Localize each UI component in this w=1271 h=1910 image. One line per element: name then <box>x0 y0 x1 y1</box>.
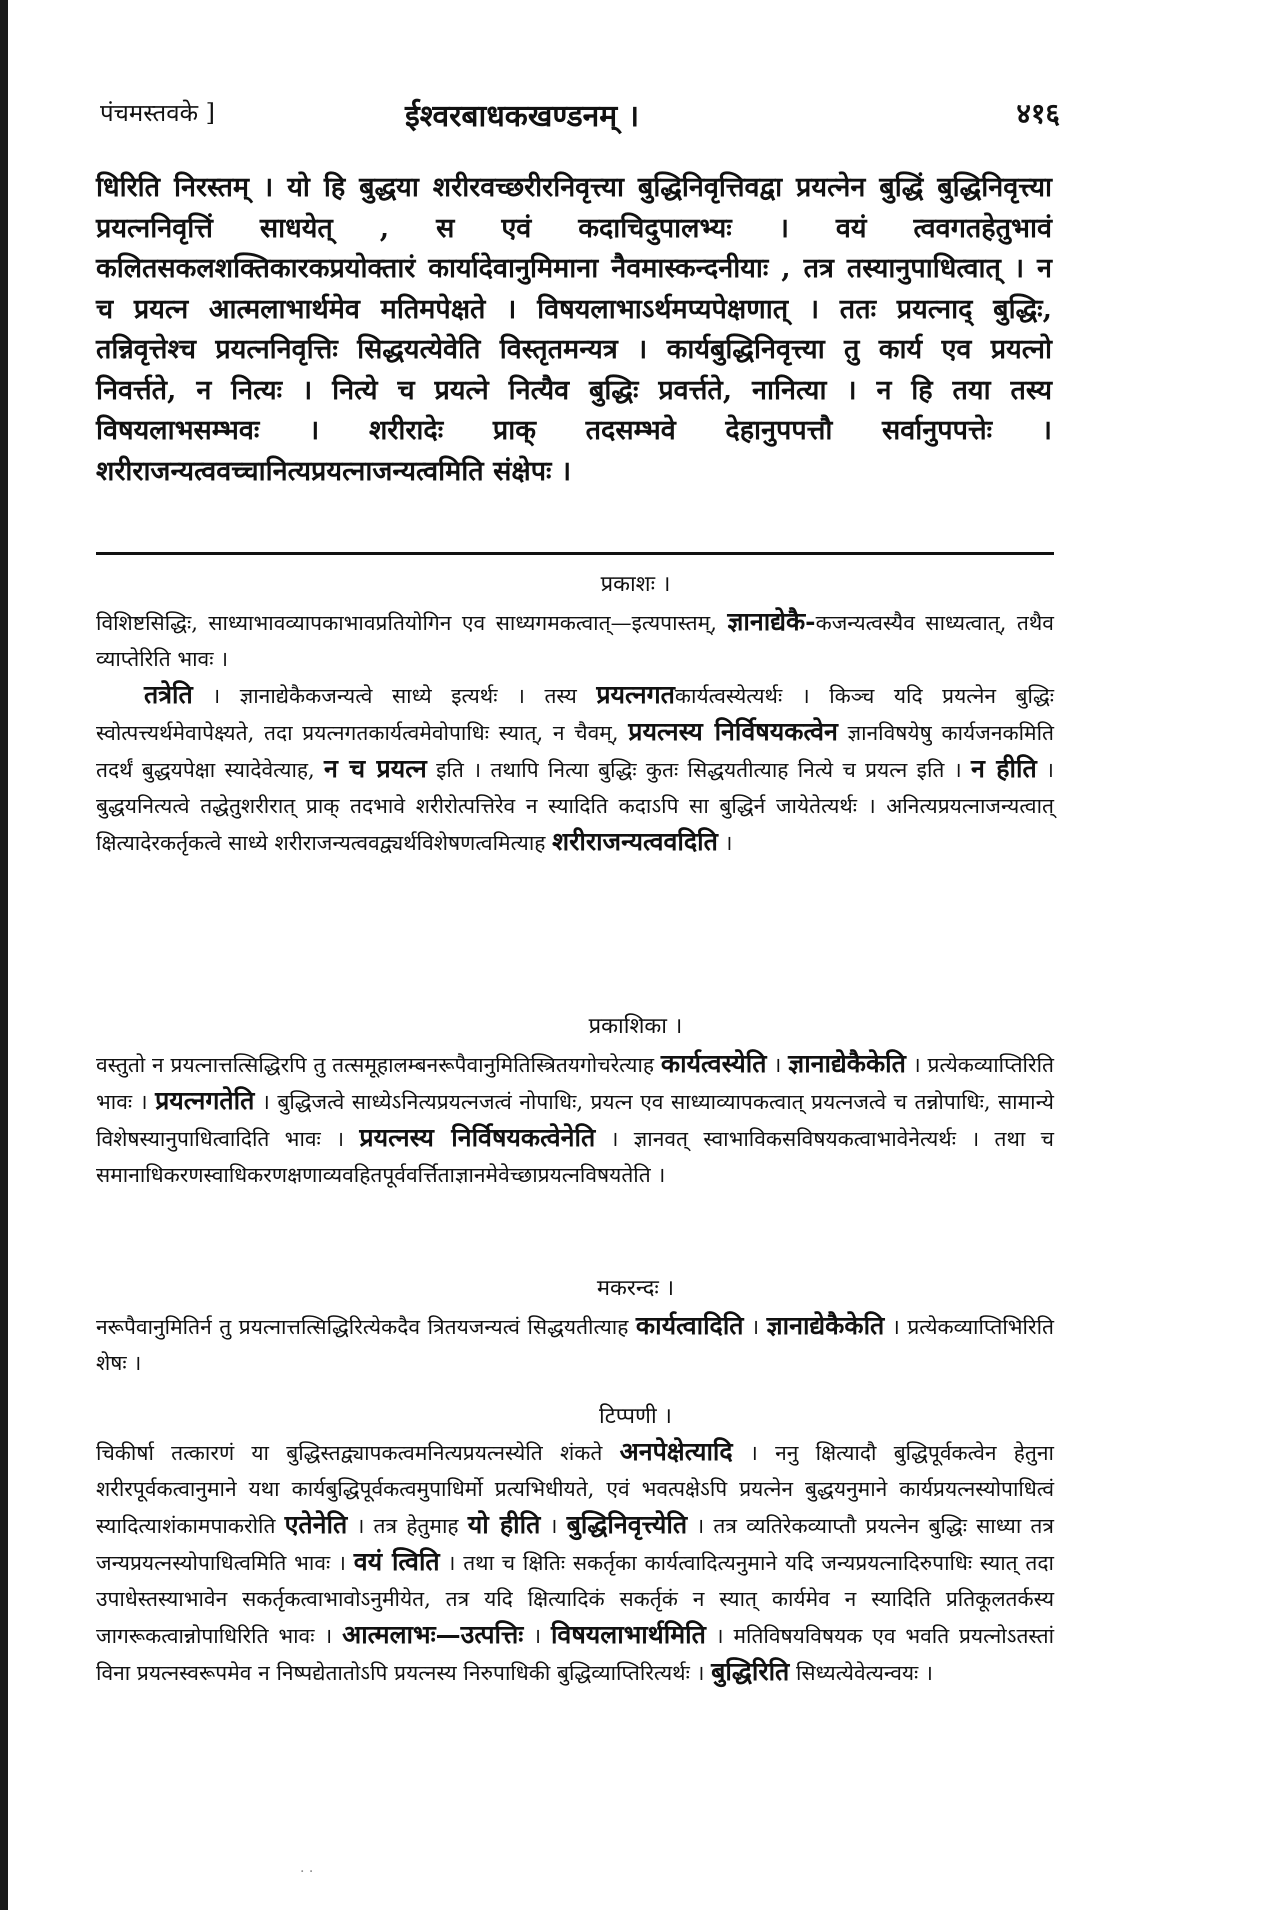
prakasha-paragraph-2 <box>96 677 1054 861</box>
page-number: ४१६ <box>1016 97 1060 130</box>
tippani-title: टिप्पणी । <box>599 1404 672 1429</box>
bold-term: यो हीति <box>467 1510 541 1539</box>
text-run: । <box>743 1315 767 1339</box>
bold-term: प्रयत्नगतेति <box>155 1086 255 1115</box>
main-verse-text: धिरिति निरस्तम् । यो हि बुद्धया शरीरवच्छरीरनिवृत्त्या बुद्धिनिवृत्तिवद्वा प्रयत्नेन बुद्धिं बुद्धिनिवृत्त्या प्रयत्ननिवृत्तिं साधयेत् , स एवं कदाचिदुपालभ्यः । वयं त्ववगतहेतुभावं कलितसकलशक्तिकारकप्रयोक्तारं कार्यादेवानुमिमाना नैवमास्कन्दनीयाः , तत्र तस्यानुपाधित्वात् । न च प्रयत्न आत्मलाभार्थमेव मतिमपेक्षते । विषयलाभाऽर्थमप्यपेक्षणात् । ततः प्रयत्नाद् बुद्धिः, तन्निवृत्तेश्च प्रयत्ननिवृत्तिः सिद्धयत्येवेति विस्तृतमन्यत्र । कार्यबुद्धिनिवृत्त्या तु कार्य एव प्रयत्नो निवर्त्तते, न नित्यः । नित्ये च प्रयत्ने नित्यैव बुद्धिः प्रवर्त्तते, नानित्या । न हि तया तस्य विषयलाभसम्भवः । शरीरादेः प्राक् तदसम्भवे देहानुपपत्तौ सर्वानुपपत्तेः । शरीराजन्यत्ववच्चानित्यप्रयत्नाजन्यत्वमिति संक्षेपः । <box>96 172 1052 487</box>
header-chapter: पंचमस्तवके ] <box>100 99 216 127</box>
text-run: कजन्यत्वस्यैव साध्यत्वात्, तथैव व्याप्तेरिति भावः । <box>96 611 1054 671</box>
text-run: । मतिविषयविषयक एव भवति प्रयत्नोऽतस्तां विना प्रयत्नस्वरूपमेव न निष्पद्येतातोऽपि प्रयत्नस्य निरुपाधिकी बुद्धिव्याप्तिरित्यर्थः । <box>96 1624 1055 1685</box>
text-run: विशिष्टसिद्धिः, साध्याभावव्यापकाभावप्रतियोगिन एव साध्यगमकत्वात्—इत्यपास्तम्, <box>96 611 728 635</box>
text-run: । <box>766 1053 789 1077</box>
bold-term: ज्ञानाद्येकैकेति <box>788 1049 906 1078</box>
text-run: । बुद्धयनित्यत्वे तद्धेतुशरीरात् प्राक् तदभावे शरीरोत्पत्तिरेव न स्यादिति कदाऽपि सा बुद्धिर्न जायेतेत्यर्थः । अनित्यप्रयत्नाजन्यत्वात् क्षित्यादेरकर्तृकत्वे साध्ये शरीराजन्यत्ववद्व्यर्थविशेषणत्वमित्याह <box>96 758 1055 855</box>
bold-term: बुद्धिरिति <box>711 1657 790 1686</box>
makaranda-commentary <box>96 1308 1054 1381</box>
text-run: । बुद्धिजत्वे साध्येऽनित्यप्रयत्नजत्वं नोपाधिः, प्रयत्न एव साध्याव्यापकत्वात् प्रयत्नजत्वे च तन्नोपाधिः, सामान्ये विशेषस्यानुपाधित्वादिति भावः । <box>96 1090 1054 1151</box>
text-run: । प्रत्येकव्याप्तिरिति भावः । <box>96 1053 1054 1114</box>
prakashika-title: प्रकाशिका । <box>588 1014 683 1039</box>
text-run: । ननु क्षित्यादौ बुद्धिपूर्वकत्वेन हेतुना शरीरपूर्वकत्वानुमाने यथा कार्यबुद्धिपूर्वकत्वमुपाधिर्मो प्रत्यभिधीयते, एवं भवत्पक्षेऽपि प्रयत्नेन बुद्धयनुमाने कार्यप्रयत्नस्योपाधित्वं स्यादित्याशंकामपाकरोति <box>96 1441 1054 1538</box>
text-run: नरूपैवानुमितिर्न तु प्रयत्नात्तत्सिद्धिरित्येकदैव त्रितयजन्यत्वं सिद्धयतीत्याह <box>96 1315 636 1339</box>
text-run: वस्तुतो न प्रयत्नात्तत्सिद्धिरपि तु तत्समूहालम्बनरूपैवानुमितिस्त्रितयगोचरेत्याह <box>96 1053 661 1077</box>
bold-term: प्रयत्नगत <box>596 680 675 709</box>
text-run: । ज्ञानवत् स्वाभाविकसविषयकत्वाभावेनेत्यर्थः । तथा च समानाधिकरणस्वाधिकरणक्षणाव्यवहितपूर्ववर्त्तिताज्ञानमेवेच्छाप्रयत्नविषयतेति । <box>96 1127 1054 1187</box>
text-run: इति । तथापि नित्या बुद्धिः कुतः सिद्धयतीत्याह नित्ये च प्रयत्न इति । <box>426 758 971 782</box>
text-run: । तत्र व्यतिरेकव्याप्तौ प्रयत्नेन बुद्धिः साध्या तत्र जन्यप्रयत्नस्योपाधित्वमिति भावः । <box>96 1514 1054 1575</box>
scan-speckle: · · <box>300 1864 314 1880</box>
tippani-paragraph <box>96 1434 1054 1691</box>
makaranda-title: मकरन्दः । <box>596 1276 675 1301</box>
page-edge-shadow <box>0 0 8 1910</box>
text-run: । तत्र हेतुमाह <box>347 1514 468 1538</box>
prakashika-paragraph <box>96 1046 1054 1193</box>
prakasha-title: प्रकाशः । <box>600 572 671 597</box>
section-divider <box>96 552 1054 555</box>
text-run: । <box>523 1624 551 1648</box>
text-run: । तथा च क्षितिः सकर्तृका कार्यत्वादित्यनुमाने यदि जन्यप्रयत्नादिरुपाधिः स्यात् तदा उपाधेस्तस्याभावेन सकर्तृकत्वाभावोऽनुमीयेत, तत्र यदि क्षित्यादिकं सकर्तृकं न स्यात् कार्यमेव न स्यादिति प्रतिकूलतर्कस्य जागरूकत्वान्नोपाधिरिति भावः । <box>96 1551 1054 1648</box>
page-header <box>100 96 1060 136</box>
bold-term: तत्रेति <box>144 680 193 709</box>
header-title: ईश्वरबाधकखण्डनम् । <box>405 99 640 134</box>
prakasha-paragraph-1 <box>96 604 1054 677</box>
bold-term: विषयलाभार्थमिति <box>550 1620 706 1649</box>
text-run: कार्यत्वस्येत्यर्थः । किञ्च यदि प्रयत्नेन बुद्धिः स्वोत्पत्त्यर्थमेवापेक्ष्यते, तदा प्रयत्नगतकार्यत्वमेवोपाधिः स्यात्, न चैवम्, <box>96 684 1054 745</box>
bold-term: एतेनेति <box>284 1510 348 1539</box>
bold-term: कार्यत्वस्येति <box>660 1049 767 1078</box>
bold-term: कार्यत्वादिति <box>635 1311 744 1340</box>
tippani-commentary <box>96 1434 1054 1691</box>
text-run: । <box>540 1514 567 1538</box>
prakashika-commentary <box>96 1046 1054 1193</box>
text-run: ज्ञानविषयेषु कार्यजनकमिति तदर्थं बुद्धयपेक्षा स्यादेवेत्याह, <box>96 721 1055 782</box>
bold-term: न च प्रयत्न <box>324 754 427 783</box>
prakasha-commentary <box>96 604 1054 861</box>
bold-term: प्रयत्नस्य निर्विषयकत्वेनेति <box>359 1123 596 1152</box>
bold-term: ज्ञानाद्येकैकेति <box>766 1311 885 1340</box>
text-run: चिकीर्षा तत्कारणं या बुद्धिस्तद्व्यापकत्वमनित्यप्रयत्नस्येति शंकते <box>96 1441 620 1465</box>
bold-term: न हीति <box>971 754 1037 783</box>
bold-term: बुद्धिनिवृत्त्येति <box>566 1510 688 1539</box>
bold-term: अनपेक्षेत्यादि <box>619 1437 733 1466</box>
text-run: । <box>717 831 733 855</box>
bold-term: शरीराजन्यत्ववदिति <box>552 827 718 856</box>
text-run: । ज्ञानाद्येकैकजन्यत्वे साध्ये इत्यर्थः । तस्य <box>192 684 597 708</box>
bold-term: वयं त्विति <box>353 1547 440 1576</box>
text-run: । प्रत्येकव्याप्तिभिरिति शेषः । <box>96 1315 1054 1375</box>
bold-term: ज्ञानाद्येकै- <box>727 607 816 636</box>
bold-term: प्रयत्नस्य निर्विषयकत्वेन <box>628 717 838 746</box>
makaranda-paragraph <box>96 1308 1054 1381</box>
bold-term: आत्मलाभः—उत्पत्तिः <box>342 1620 524 1649</box>
text-run: सिध्यत्येवेत्यन्वयः । <box>789 1661 933 1685</box>
